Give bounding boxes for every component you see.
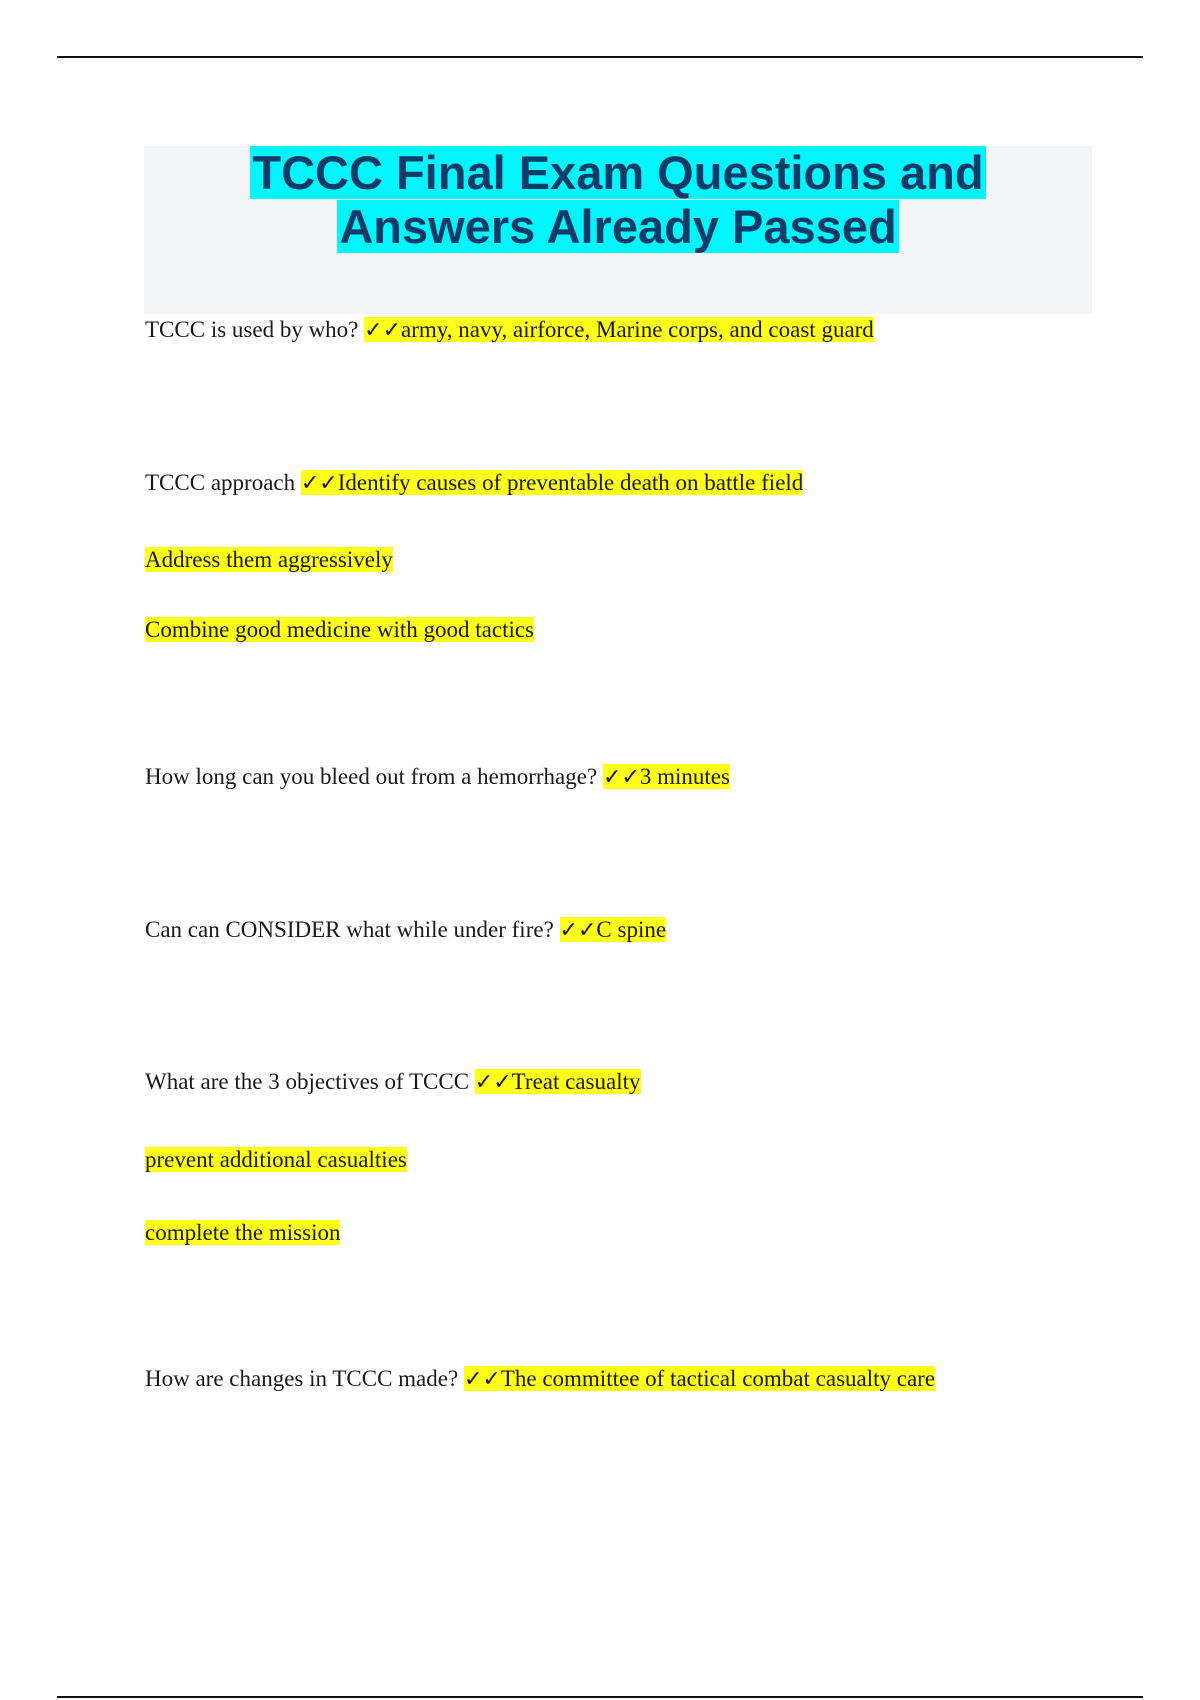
- answer-highlight: [464, 1366, 935, 1391]
- question-text: TCCC is used by who?: [145, 317, 359, 342]
- answer-highlight: [364, 317, 874, 342]
- header-rule: [57, 56, 1143, 58]
- qa-item-2: [145, 468, 803, 499]
- answer-text: The committee of tactical combat casualty care: [500, 1366, 936, 1391]
- answer-continuation: [145, 1218, 340, 1248]
- qa-item-6: [145, 1364, 935, 1395]
- question-text: TCCC approach: [145, 470, 296, 495]
- answer-text: Identify causes of preventable death on battle field: [337, 470, 804, 495]
- answer-highlight: [560, 917, 667, 942]
- check-icon: ✓✓: [300, 471, 338, 496]
- answer-highlight: [603, 764, 730, 789]
- question-text: What are the 3 objectives of TCCC: [145, 1069, 470, 1094]
- title-line-2: Answers Already Passed: [339, 200, 897, 253]
- answer-text: 3 minutes: [639, 764, 730, 789]
- check-icon: ✓✓: [602, 765, 640, 790]
- footer-rule: [57, 1696, 1143, 1698]
- check-icon: ✓✓: [463, 1367, 501, 1392]
- answer-text: army, navy, airforce, Marine corps, and coast guard: [401, 317, 874, 342]
- answer-highlight: [301, 470, 803, 495]
- check-icon: ✓✓: [364, 318, 402, 343]
- qa-item-1: [145, 315, 874, 346]
- answer-text: prevent additional casualties: [145, 1147, 407, 1172]
- question-text: How long can you bleed out from a hemorrhage?: [145, 764, 598, 789]
- qa-item-5: [145, 1067, 641, 1098]
- question-text: How are changes in TCCC made?: [145, 1366, 459, 1391]
- answer-text: Address them aggressively: [145, 547, 393, 572]
- answer-continuation: [145, 615, 534, 645]
- answer-highlight: [475, 1069, 641, 1094]
- question-text: Can can CONSIDER what while under fire?: [145, 917, 554, 942]
- qa-item-4: [145, 915, 666, 946]
- document-title: [144, 146, 1092, 254]
- answer-text: C spine: [596, 917, 667, 942]
- answer-text: Combine good medicine with good tactics: [145, 617, 535, 642]
- answer-continuation: [145, 545, 393, 575]
- qa-item-3: [145, 762, 730, 793]
- answer-continuation: [145, 1145, 407, 1175]
- check-icon: ✓✓: [474, 1070, 512, 1095]
- answer-text: complete the mission: [145, 1220, 341, 1245]
- title-line-1: TCCC Final Exam Questions and: [252, 146, 984, 199]
- answer-text: Treat casualty: [511, 1069, 641, 1094]
- check-icon: ✓✓: [559, 918, 597, 943]
